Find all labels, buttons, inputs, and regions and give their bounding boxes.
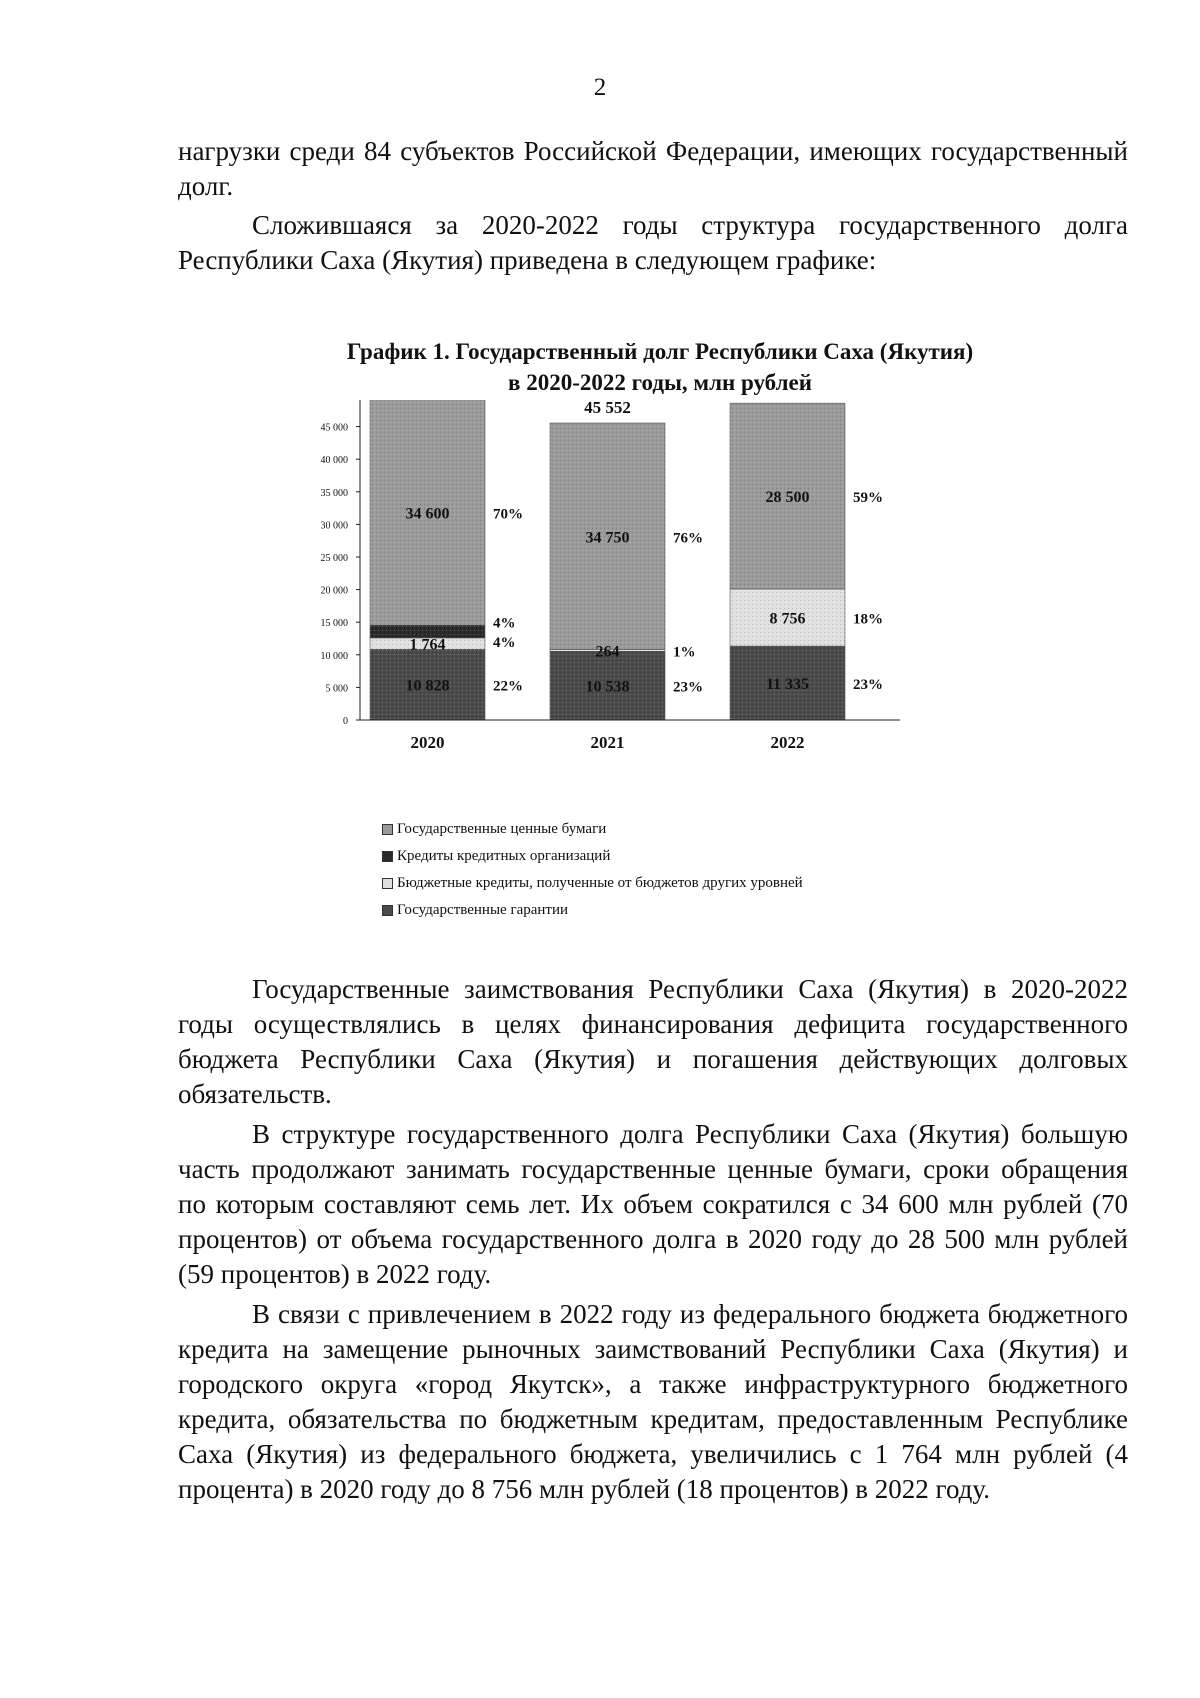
bar-total-label: 45 552: [584, 400, 631, 418]
segment-percent-label: 23%: [673, 679, 703, 696]
y-tick-label: 45 000: [320, 422, 348, 434]
chart-title-line-2: в 2020-2022 годы, млн рублей: [508, 370, 812, 395]
segment-value-label: 264: [595, 643, 620, 661]
x-tick-label: 2022: [770, 733, 805, 752]
y-tick-label: 40 000: [320, 455, 348, 467]
paragraph-securities: В структуре государственного долга Республики Саха (Якутия) большую часть продолжают занимать государственные ценные бумаги, сроки обращения по которым составляют семь лет. Их объем сократился с 34 600 млн рублей (70 процентов) от объема государственного долга в 2020 году до 28 500 млн рублей (59 процентов) в 2022 году.: [178, 1119, 1128, 1289]
bars: [370, 400, 845, 720]
legend-item: [382, 816, 803, 843]
segment-percent-label: 70%: [493, 506, 523, 523]
x-tick-label: 2021: [590, 733, 625, 752]
segment-percent-label: 59%: [853, 490, 883, 507]
segment-value-label: 28 500: [765, 489, 810, 507]
legend-item: [382, 870, 803, 897]
paragraph-borrowings: Государственные заимствования Республики Саха (Якутия) в 2020-2022 годы осуществлялись в целях финансирования дефицита государственного бюджета Республики Саха (Якутия) и погашения действующих долговых обязательств.: [178, 974, 1128, 1109]
segment-percent-label: 18%: [853, 611, 883, 628]
legend-label: Бюджетные кредиты, полученные от бюджетов других уровней: [397, 875, 803, 891]
segment-value-label: 34 600: [405, 505, 450, 523]
legend-swatch: [382, 851, 393, 862]
y-tick-label: [321, 400, 349, 401]
y-tick-label: 30 000: [320, 520, 348, 532]
y-tick-label: 20 000: [320, 585, 348, 597]
y-tick-label: 0: [343, 716, 348, 727]
legend-item: [382, 897, 803, 924]
legend-label: Государственные гарантии: [397, 902, 569, 918]
legend-swatch: [382, 878, 393, 889]
paragraph-debt-load: нагрузки среди 84 субъектов Российской Федерации, имеющих государственный долг.: [178, 136, 1128, 201]
segment-percent-label: 76%: [673, 530, 703, 547]
paragraph-structure-intro: Сложившаяся за 2020-2022 годы структура государственного долга Республики Саха (Якутия) приведена в следующем графике:: [178, 210, 1128, 275]
x-axis: [360, 720, 900, 752]
debt-structure-chart: [300, 400, 940, 810]
y-tick-label: 25 000: [320, 553, 348, 564]
segment-value-label: 11 335: [765, 676, 810, 694]
segment-value-label: 10 538: [585, 678, 630, 696]
legend-item: [382, 843, 803, 870]
y-tick-label: 35 000: [320, 487, 348, 499]
segment-percent-label: 4%: [493, 634, 516, 651]
y-tick-label: 10 000: [320, 650, 348, 662]
segment-percent-label: 4%: [493, 615, 516, 632]
legend-swatch: [382, 905, 393, 916]
chart-legend: [382, 816, 803, 924]
paragraph-budget-credits: В связи с привлечением в 2022 году из федерального бюджета бюджетного кредита на замещение рыночных заимствований Республики Саха (Якутия) и городского округа «город Якутск», а также инфраструктурного бюджетного кредита, обязательства по бюджетным кредитам, предоставленным Республике Саха (Якутия) из федерального бюджета, увеличились с 1 764 млн рублей (4 процента) в 2020 году до 8 756 млн рублей (18 процентов) в 2022 году.: [178, 1299, 1128, 1504]
chart-title-line-1: График 1. Государственный долг Республики Саха (Якутия): [346, 339, 974, 364]
segment-percent-label: 23%: [853, 677, 883, 694]
chart-title: [250, 336, 1070, 398]
legend-swatch: [382, 824, 393, 835]
y-tick-label: 5 000: [325, 683, 348, 695]
segment-value-label: 8 756: [769, 610, 806, 628]
legend-label: Кредиты кредитных организаций: [397, 848, 611, 864]
x-tick-label: 2020: [410, 733, 445, 752]
segment-percent-label: 1%: [673, 644, 696, 661]
segment-value-label: 1 764: [409, 636, 446, 654]
segment-value-label: 34 750: [585, 529, 630, 547]
segment-percent-label: 22%: [493, 678, 523, 695]
legend-label: Государственные ценные бумаги: [397, 821, 607, 837]
y-tick-label: 15 000: [320, 618, 348, 630]
y-axis: [321, 400, 361, 727]
page-number: 2: [593, 74, 607, 101]
segment-value-label: 10 828: [405, 677, 450, 695]
